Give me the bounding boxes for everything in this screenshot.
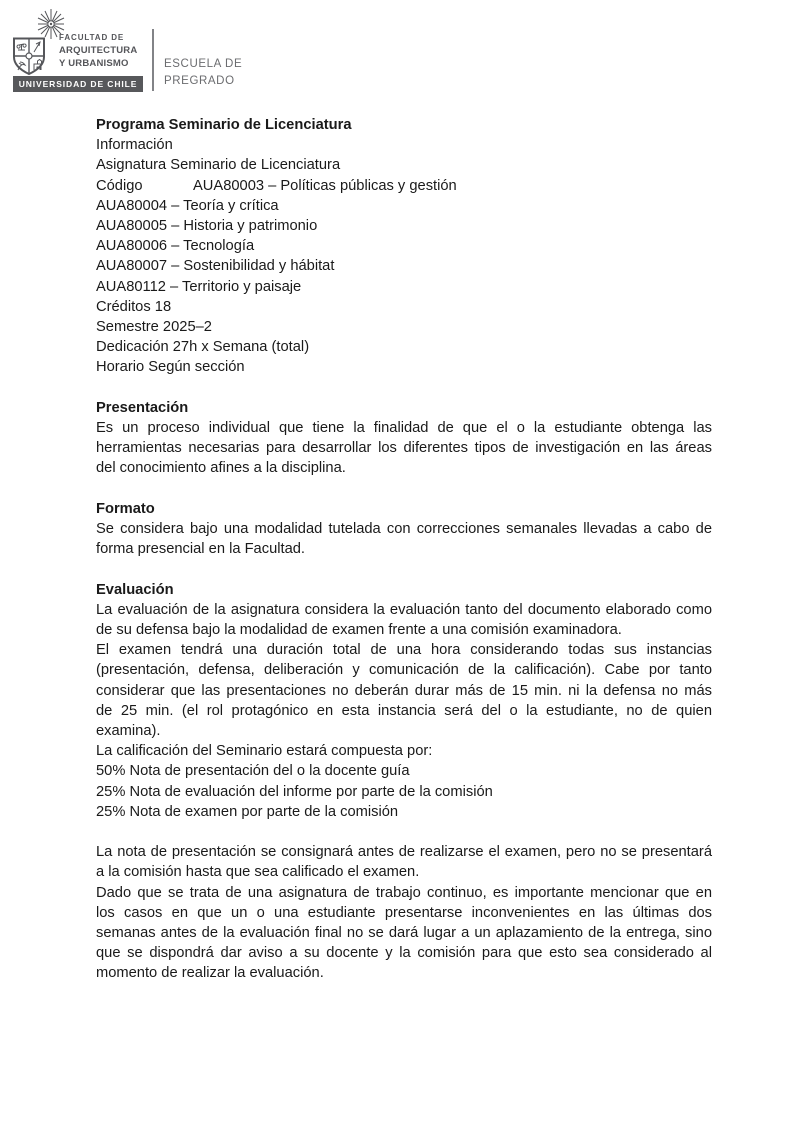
document-title: Programa Seminario de Licenciatura bbox=[96, 117, 352, 133]
text-line: Es un proceso individual que tiene la finalidad de que el o la estudiante obtenga las bbox=[96, 420, 712, 437]
paragraph bbox=[96, 519, 712, 559]
school-name bbox=[164, 56, 242, 90]
document-body bbox=[96, 115, 712, 984]
text-line: 25% Nota de examen por parte de la comisión bbox=[96, 803, 399, 820]
text-line: del conocimiento afines a la disciplina. bbox=[96, 460, 346, 477]
info-line: Dedicación 27h x Semana (total) bbox=[96, 339, 310, 356]
section-presentacion bbox=[96, 398, 712, 479]
section-heading: Formato bbox=[96, 500, 155, 517]
text-line: de 25 min. (el rol protagónico en esta instancia será del o la estudiante, no de quien bbox=[96, 702, 712, 719]
field-label: Código bbox=[96, 177, 143, 194]
info-line: Créditos 18 bbox=[96, 298, 172, 315]
paragraph bbox=[96, 842, 712, 882]
text-line: La evaluación de la asignatura considera la evaluación tanto del documento elaborado como bbox=[96, 601, 712, 618]
info-line: AUA80005 – Historia y patrimonio bbox=[96, 218, 318, 235]
paragraph bbox=[96, 600, 712, 640]
closing-paragraphs bbox=[96, 842, 712, 983]
text-line: La calificación del Seminario estará compuesta por: bbox=[96, 743, 433, 760]
header-divider bbox=[152, 29, 154, 91]
university-shield-icon bbox=[12, 37, 46, 76]
field-value: AUA80003 – Políticas públicas y gestión bbox=[193, 177, 457, 194]
faculty-name bbox=[59, 32, 137, 70]
text-line: 50% Nota de presentación del o la docente guía bbox=[96, 763, 410, 780]
faculty-name-line: ARQUITECTURA bbox=[59, 45, 138, 56]
section-evaluacion bbox=[96, 580, 712, 822]
faculty-name-line: Y URBANISMO bbox=[59, 58, 129, 69]
info-line: AUA80007 – Sostenibilidad y hábitat bbox=[96, 258, 335, 275]
school-name-line: PREGRADO bbox=[164, 75, 235, 87]
letterhead bbox=[0, 0, 800, 110]
school-name-line: ESCUELA DE bbox=[164, 58, 243, 70]
info-line: Información bbox=[96, 137, 173, 154]
sections-container bbox=[96, 398, 712, 822]
text-line: que se dispondrá dar aviso a su docente y la comisión para que esto sea considerado al bbox=[96, 945, 712, 962]
info-line: Asignatura Seminario de Licenciatura bbox=[96, 157, 341, 174]
paragraph bbox=[96, 418, 712, 479]
text-line: Se considera bajo una modalidad tutelada con correcciones semanales llevadas a cabo de bbox=[96, 521, 712, 538]
text-line: El examen tendrá una duración total de una hora considerando todas sus instancias bbox=[96, 642, 712, 659]
text-line: (presentación, defensa, deliberación y comunicación de la calificación). Cabe por tanto bbox=[96, 662, 712, 679]
paragraph bbox=[96, 741, 712, 822]
info-line: Semestre 2025–2 bbox=[96, 319, 212, 336]
info-block bbox=[96, 135, 712, 377]
info-line: AUA80006 – Tecnología bbox=[96, 238, 255, 255]
text-line: semanas antes de la evaluación final no se dará lugar a un aplazamiento de la entrega, sino bbox=[96, 925, 712, 942]
section-heading: Evaluación bbox=[96, 581, 174, 598]
text-line: considerar que las presentaciones no deberán durar más de 15 min. ni la defensa no más bbox=[96, 682, 712, 699]
text-line: herramientas necesarias para desarrollar los diferentes tipos de investigación en las áreas bbox=[96, 440, 712, 457]
section-heading: Presentación bbox=[96, 399, 189, 416]
info-line bbox=[96, 176, 712, 196]
paragraph bbox=[96, 640, 712, 741]
info-line: AUA80004 – Teoría y crítica bbox=[96, 197, 279, 214]
text-line: los casos en que un o una estudiante presentarse inconvenientes en las últimas dos bbox=[96, 904, 712, 921]
paragraph bbox=[96, 883, 712, 984]
text-line: forma presencial en la Facultad. bbox=[96, 541, 305, 558]
text-line: 25% Nota de evaluación del informe por parte de la comisión bbox=[96, 783, 493, 800]
faculty-name-line: FACULTAD DE bbox=[59, 33, 125, 42]
text-line: La nota de presentación se consignará antes de realizarse el examen, pero no se presentará bbox=[96, 844, 712, 861]
info-line: AUA80112 – Territorio y paisaje bbox=[96, 278, 302, 295]
text-line: Dado que se trata de una asignatura de trabajo continuo, es importante mencionar que en bbox=[96, 884, 712, 901]
university-banner: UNIVERSIDAD DE CHILE bbox=[13, 76, 143, 92]
text-line: de su defensa bajo la modalidad de examen frente a una comisión examinadora. bbox=[96, 622, 622, 639]
text-line: examina). bbox=[96, 723, 161, 740]
text-line: momento de realizar la evaluación. bbox=[96, 965, 324, 982]
section-formato bbox=[96, 499, 712, 560]
text-line: a la comisión hasta que sea calificado el examen. bbox=[96, 864, 420, 881]
info-line: Horario Según sección bbox=[96, 359, 245, 376]
